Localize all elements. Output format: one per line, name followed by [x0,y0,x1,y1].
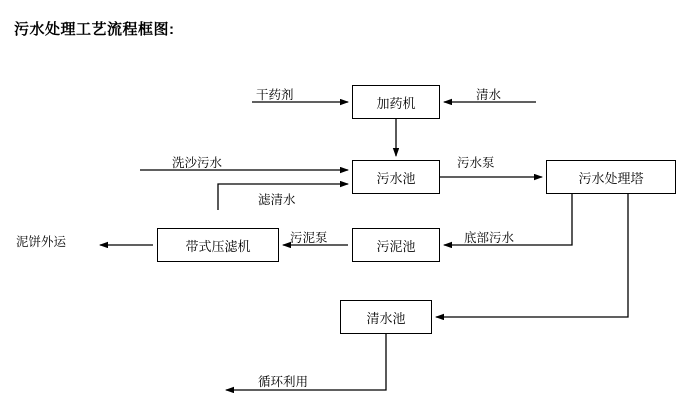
edge-label-clean-water: 清水 [476,88,502,102]
page-title: 污水处理工艺流程框图: [14,21,175,38]
node-label: 污泥池 [376,238,416,254]
node-label: 污水池 [376,170,416,186]
node-label: 加药机 [376,95,416,111]
edge-label-sludge-pump: 污泥泵 [290,231,328,245]
node-label: 带式压滤机 [185,238,251,254]
edge-label-sewage-pump: 污水泵 [457,156,495,170]
node-dosing[interactable] [352,85,440,119]
edge-label-bottom-sewage: 底部污水 [464,231,515,245]
node-treatment-tower[interactable] [546,160,676,194]
edge-label-wash-sand-sewage: 洗沙污水 [172,156,223,170]
node-belt-filter-press[interactable] [157,228,279,262]
node-clear-water-pool[interactable] [340,300,432,334]
edge-label-filtrate-water: 滤清水 [258,193,296,207]
edge-label-dry-agent: 干药剂 [256,88,294,102]
node-sewage-pool[interactable] [352,160,440,194]
node-label: 污水处理塔 [578,170,644,186]
edge-label-recycle-use: 循环利用 [258,375,309,389]
node-label: 清水池 [366,310,406,326]
edge-label-mud-cake-transport: 泥饼外运 [16,235,67,249]
node-sludge-pool[interactable] [352,228,440,262]
